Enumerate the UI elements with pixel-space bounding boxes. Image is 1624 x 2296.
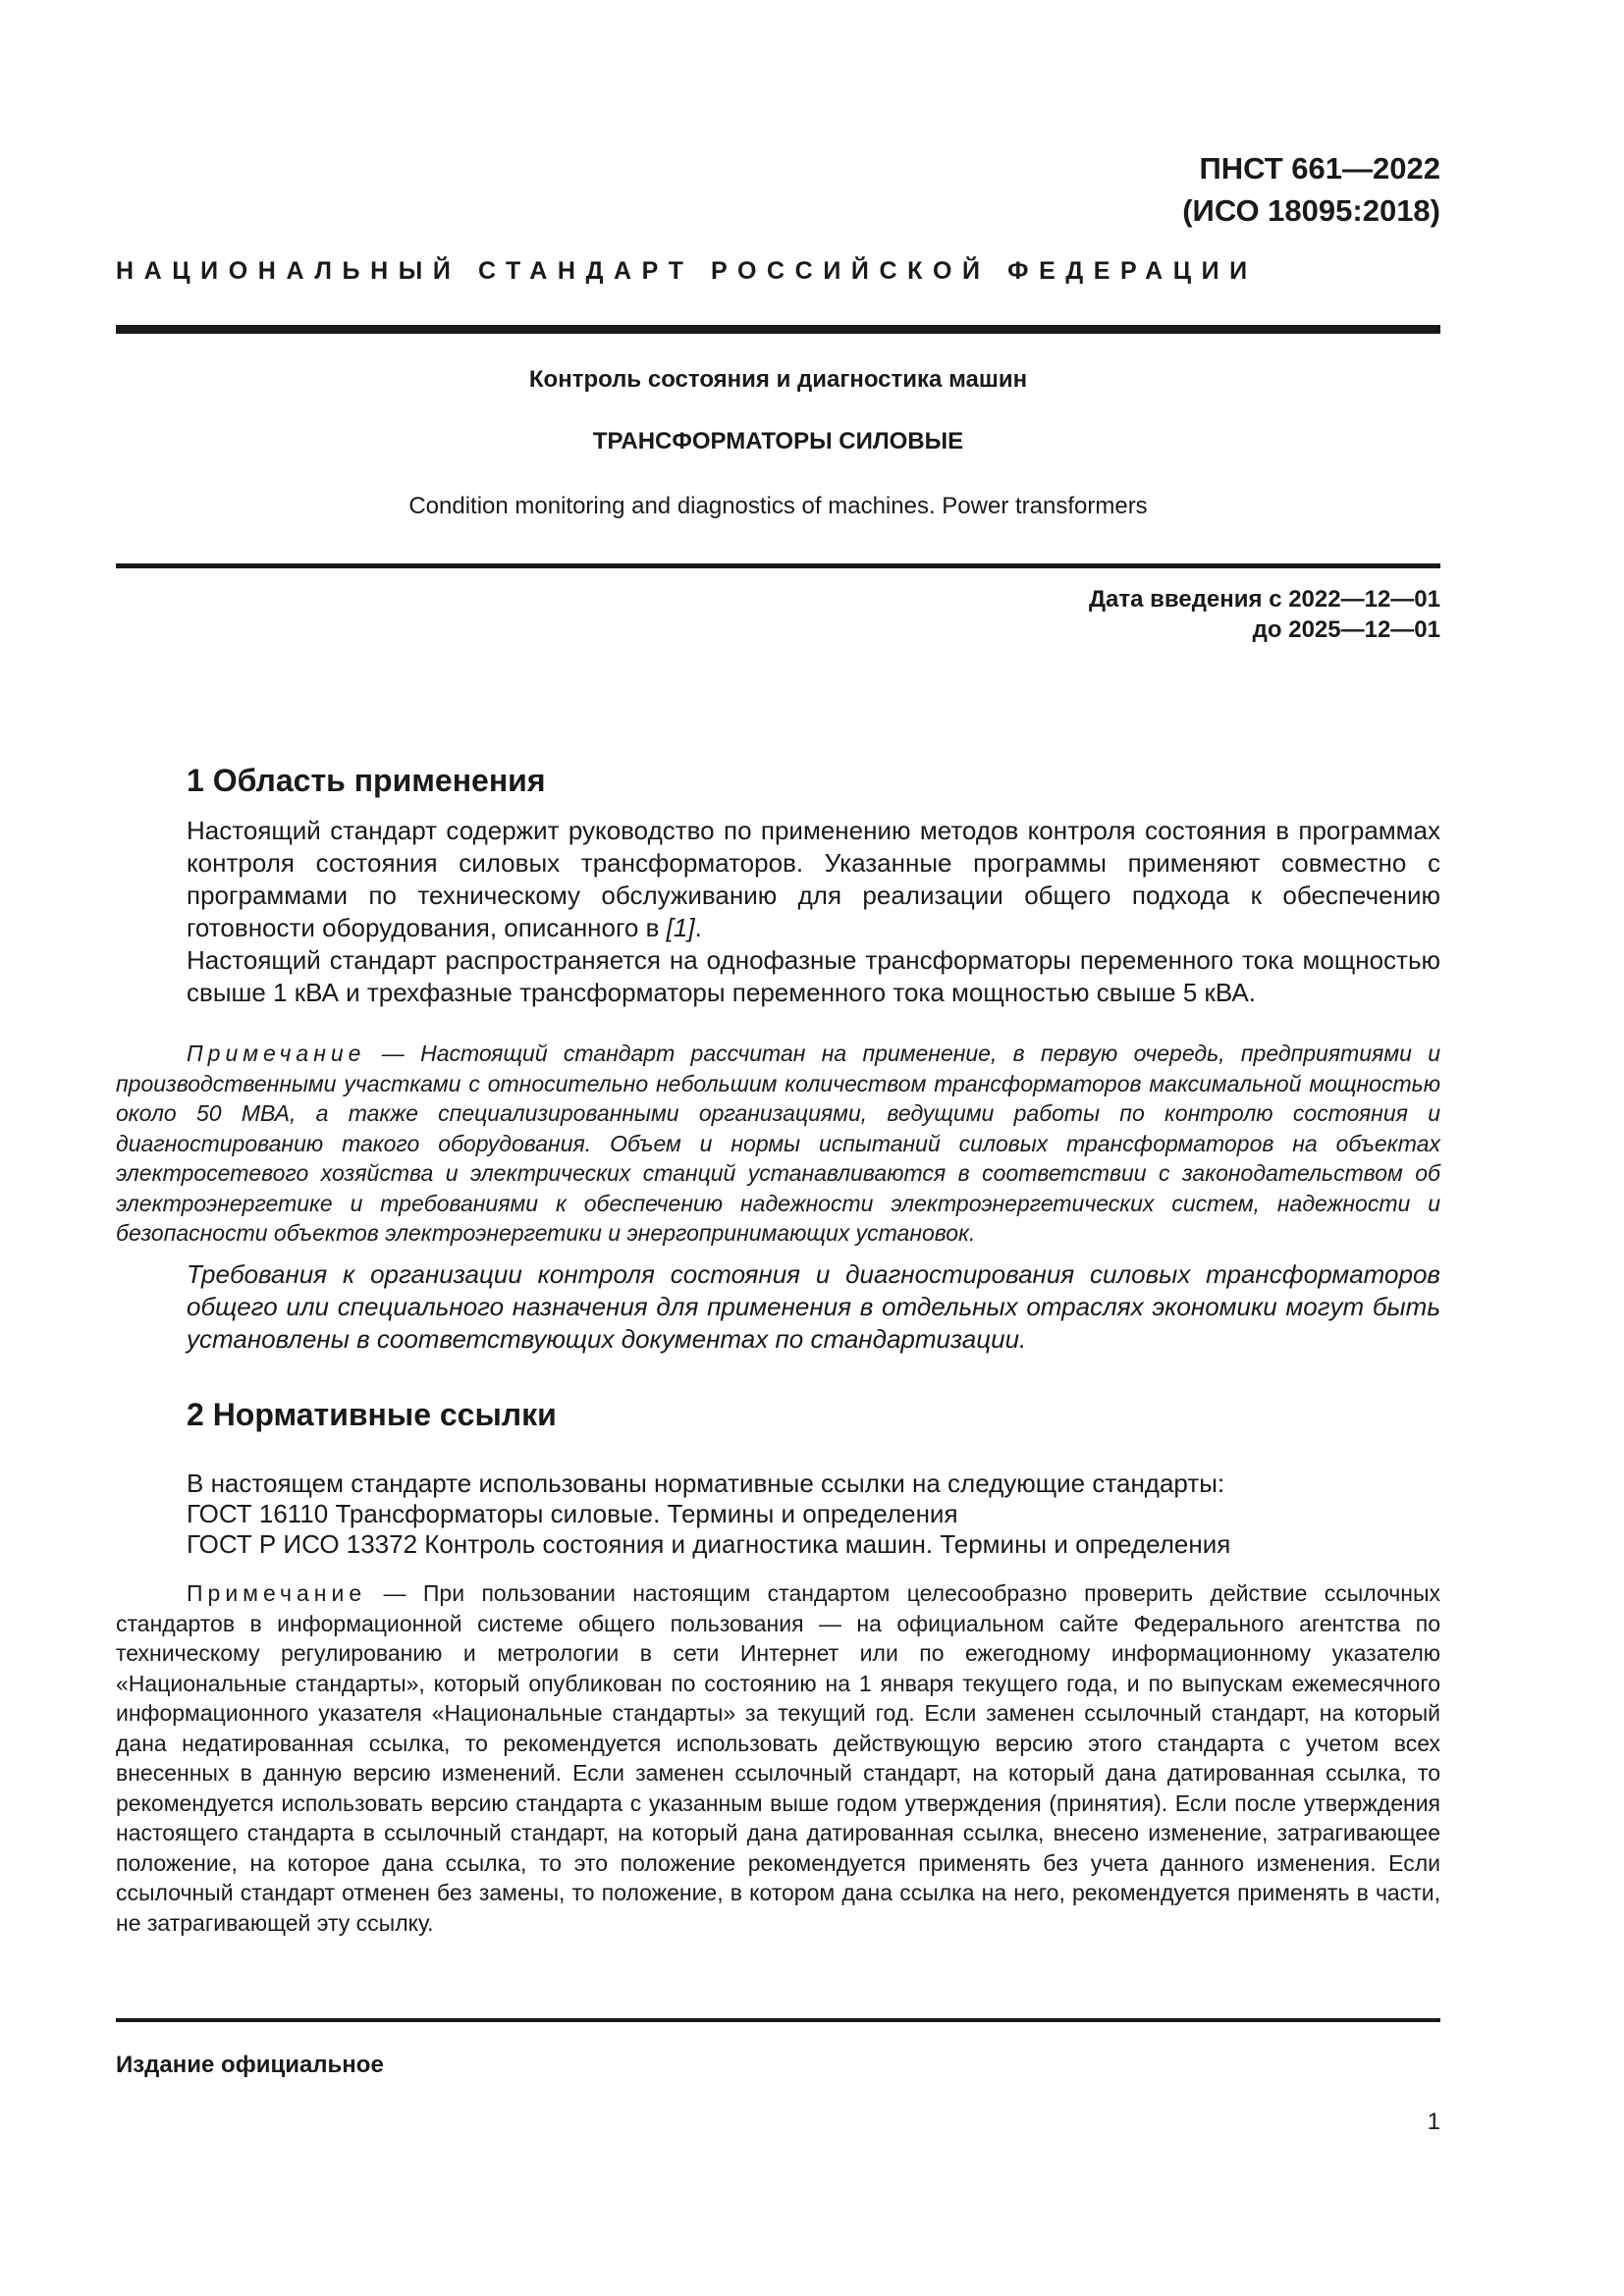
- reference-gost-16110: ГОСТ 16110 Трансформаторы силовые. Термины и определения: [187, 1499, 958, 1528]
- title-main: ТРАНСФОРМАТОРЫ СИЛОВЫЕ: [592, 428, 964, 454]
- national-standard-heading: НАЦИОНАЛЬНЫЙ СТАНДАРТ РОССИЙСКОЙ ФЕДЕРАЦИИ: [116, 257, 1258, 285]
- section-2-note-label: Примечание: [187, 1580, 367, 1606]
- section-1-note-text: — Настоящий стандарт рассчитан на применение, в первую очередь, предприятиями и производственными участками с относительно небольшим количеством трансформаторов максимальной мощностью около 50 МВА, а также специализированными организациями, ведущими работы по контролю состояния и диагностированию такого оборудования. Объем и нормы испытаний силовых трансформаторов на объектах электросетевого хозяйства и электрических станций устанавливаются в соответствии с законодательством об электроэнергетике и требованиями к обеспечению надежности электроэнергетических систем, надежности и безопасности объектов электроэнергетики и энергопринимающих установок.: [116, 1041, 1440, 1246]
- section-1-paragraph-2: Настоящий стандарт распространяется на однофазные трансформаторы переменного тока мощностью свыше 1 кВА и трехфазные трансформаторы переменного тока мощностью свыше 5 кВА.: [187, 945, 1440, 1007]
- section-1-body: [187, 815, 1440, 1009]
- bibliography-reference[interactable]: [1]: [666, 913, 695, 942]
- section-1-paragraph-1: [187, 815, 1440, 944]
- header-rule: [116, 325, 1440, 334]
- references-intro: В настоящем стандарте использованы нормативные ссылки на следующие стандарты:: [187, 1468, 1225, 1498]
- title-english: Condition monitoring and diagnostics of machines. Power transformers: [408, 493, 1148, 519]
- standard-designation: [1182, 147, 1440, 232]
- title-general: Контроль состояния и диагностика машин: [528, 366, 1028, 393]
- edition-label: Издание официальное: [116, 2052, 384, 2078]
- section-2-note: [116, 1578, 1440, 1938]
- section-1-paragraph-3: Требования к организации контроля состояния и диагностирования силовых трансформаторов общего или специального назначения для применения в отдельных отраслях экономики могут быть установлены в соответствующих документах по стандартизации.: [187, 1259, 1440, 1354]
- section-2-references: [187, 1468, 1440, 1560]
- section-1-heading: 1 Область применения: [187, 763, 546, 798]
- introduction-date-to: до 2025—12—01: [1252, 616, 1440, 643]
- section-1-note-label: Примечание: [187, 1041, 366, 1066]
- page-number: 1: [1427, 2109, 1440, 2135]
- designation-number: ПНСТ 661—2022: [1199, 151, 1440, 186]
- section-1-paragraph-1-text: Настоящий стандарт содержит руководство по применению методов контроля состояния в программах контроля состояния силовых трансформаторов. Указанные программы применяют совместно с программами по техническому обслуживанию для реализации общего подхода к обеспечению готовности оборудования, описанного в: [187, 816, 1440, 942]
- introduction-date: [1089, 584, 1440, 645]
- reference-gost-r-iso-13372: ГОСТ Р ИСО 13372 Контроль состояния и диагностика машин. Термины и определения: [187, 1529, 1231, 1559]
- footer-rule: [116, 2018, 1440, 2022]
- title-rule: [116, 563, 1440, 568]
- section-1-note: [116, 1039, 1440, 1249]
- section-1-paragraph-1-end: .: [694, 913, 702, 942]
- introduction-date-from: Дата введения с 2022—12—01: [1088, 586, 1440, 613]
- section-2-heading: 2 Нормативные ссылки: [187, 1397, 557, 1432]
- section-2-note-text: — При пользовании настоящим стандартом целесообразно проверить действие ссылочных стандартов в информационной системе общего пользования — на официальном сайте Федерального агентства по техническому регулированию и метрологии в сети Интернет или по ежегодному информационному указателю «Национальные стандарты», который опубликован по состоянию на 1 января текущего года, и по выпускам ежемесячного информационного указателя «Национальные стандарты» за текущий год. Если заменен ссылочный стандарт, на который дана недатированная ссылка, то рекомендуется использовать действующую версию этого стандарта с учетом всех внесенных в данную версию изменений. Если заменен ссылочный стандарт, на который дана датированная ссылка, то рекомендуется использовать версию стандарта с указанным выше годом утверждения (принятия). Если после утверждения настоящего стандарта в ссылочный стандарт, на который дана датированная ссылка, внесено изменение, затрагивающее положение, на которое дана ссылка, то это положение рекомендуется применять без учета данного изменения. Если ссылочный стандарт отменен без замены, то положение, в котором дана ссылка на него, рекомендуется применять в части, не затрагивающей эту ссылку.: [116, 1580, 1440, 1936]
- designation-iso: (ИСО 18095:2018): [1182, 193, 1440, 228]
